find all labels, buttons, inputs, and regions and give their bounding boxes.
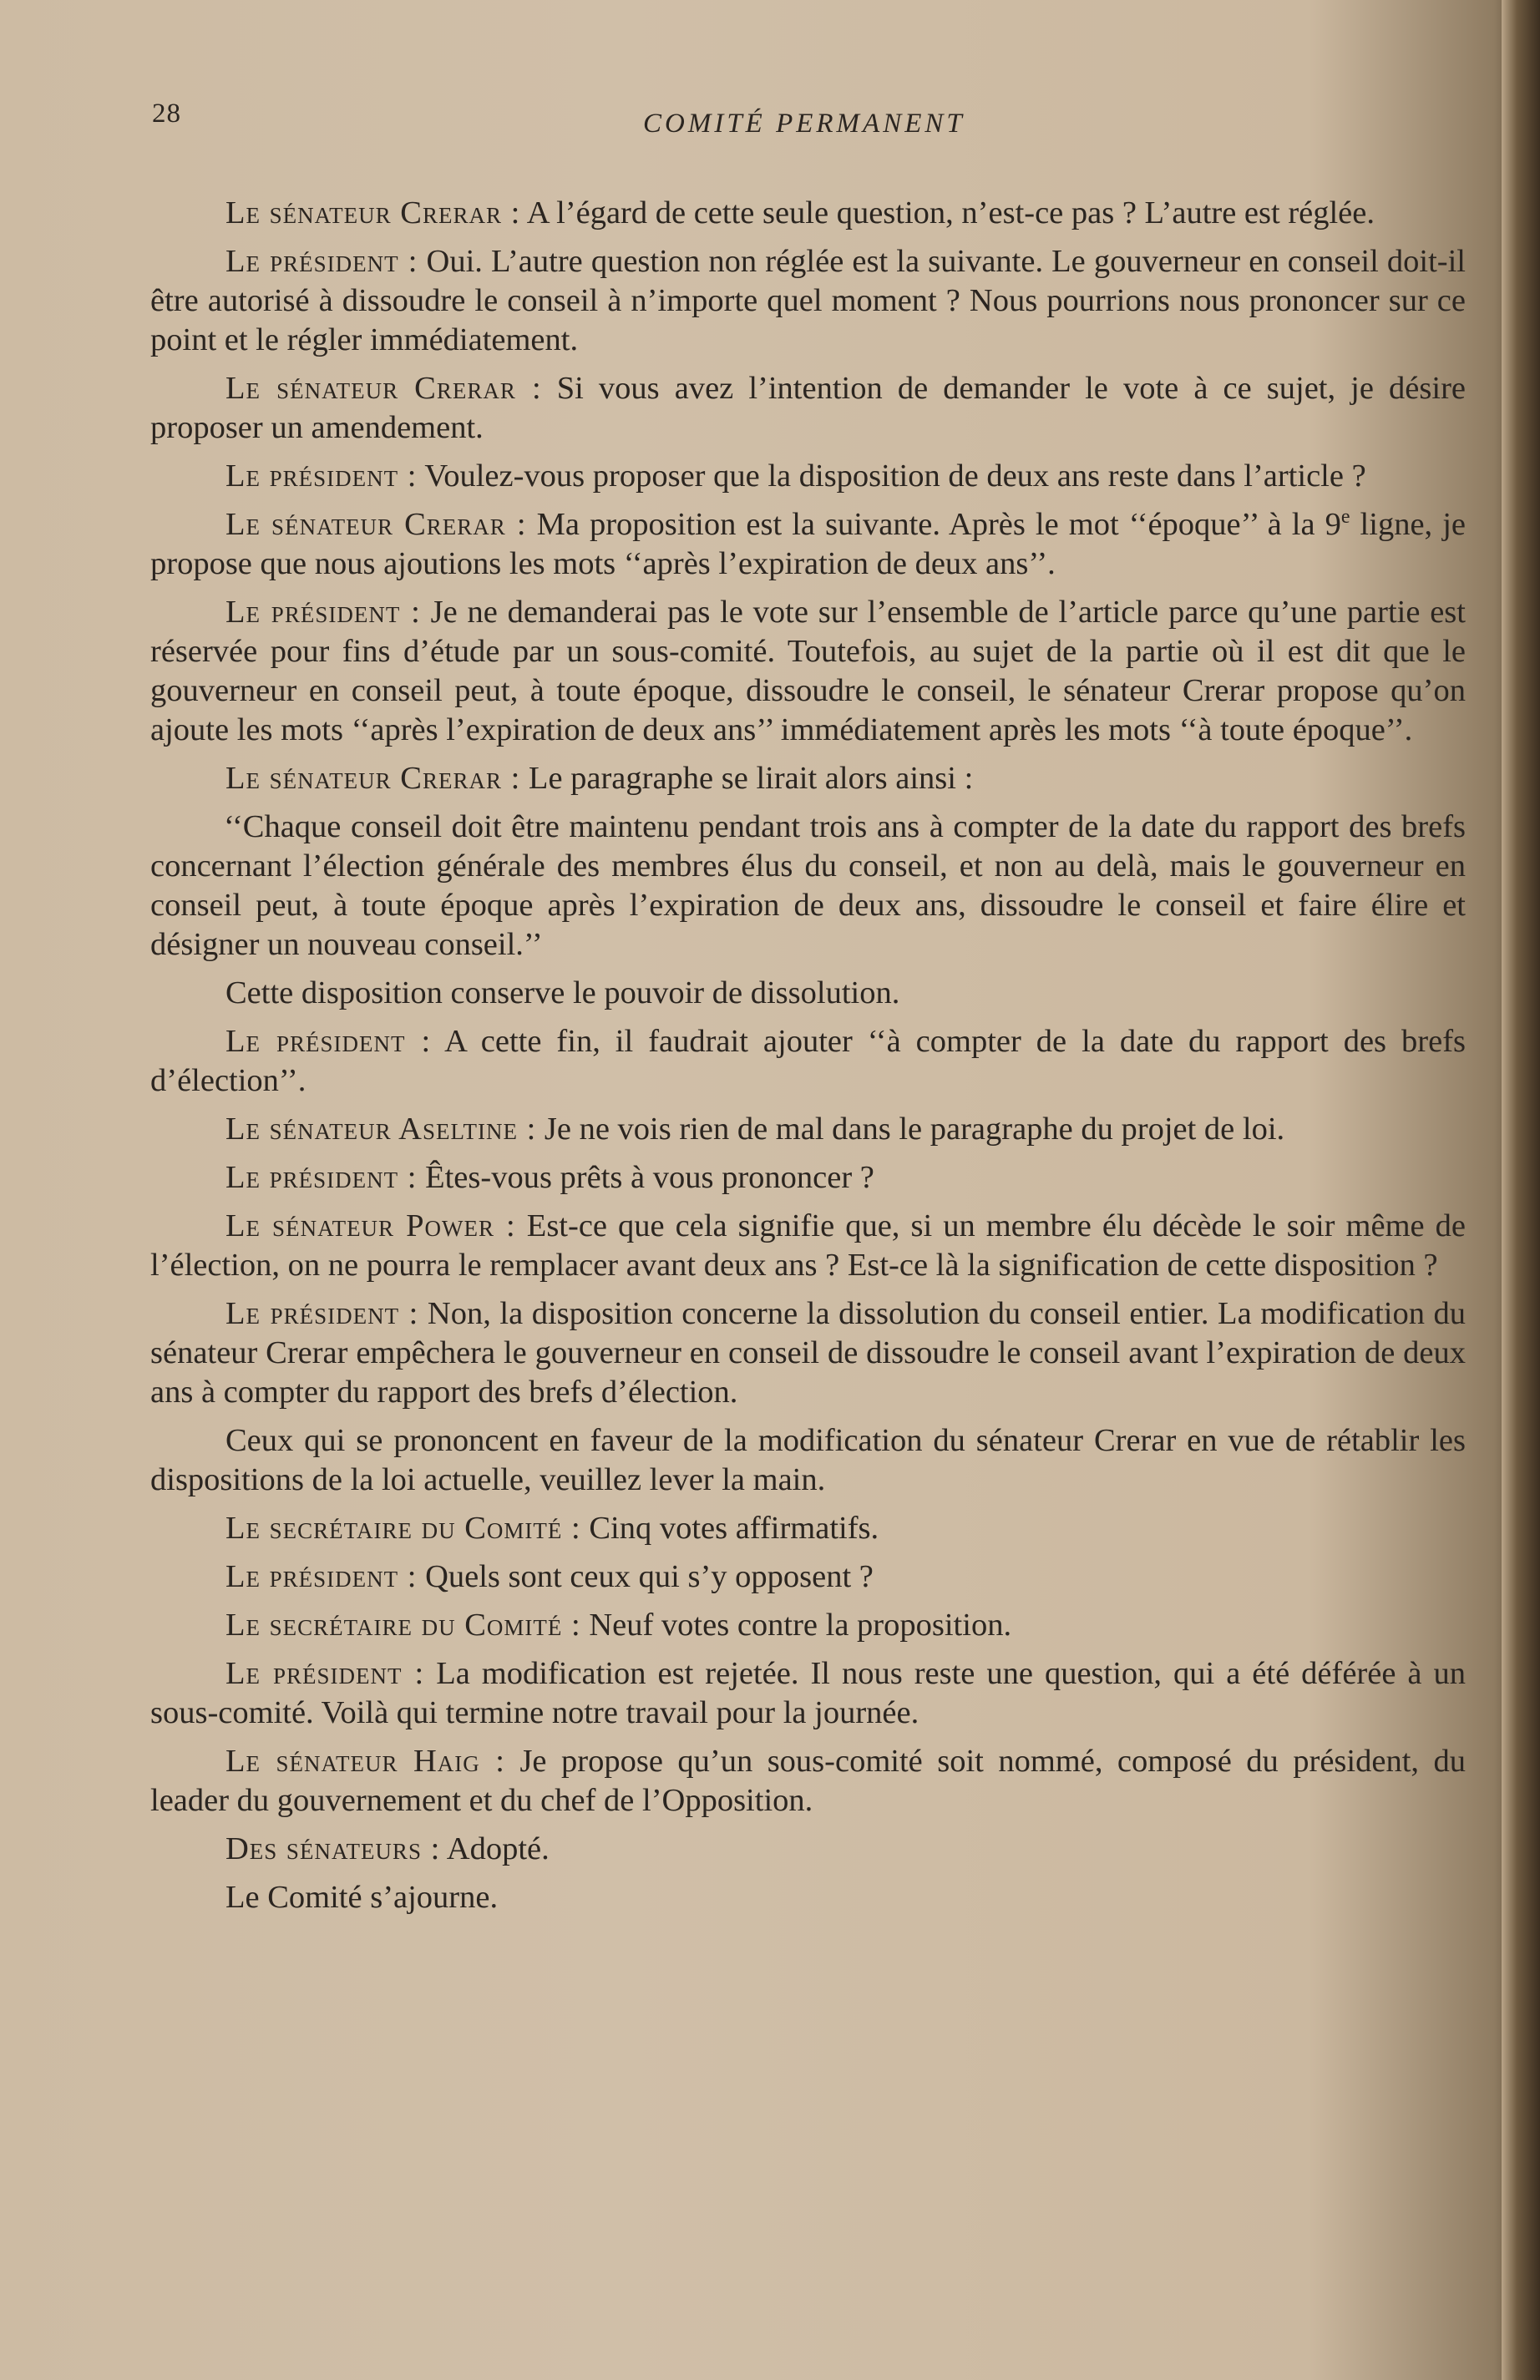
speech-text: Adopté. [440, 1831, 550, 1866]
paragraph-17 [150, 1557, 1466, 1597]
speaker: Le président : [225, 595, 421, 630]
paragraph-7 [150, 759, 1466, 798]
speaker: Le président : [225, 244, 418, 279]
speech-text: A cette fin, il faudrait ajouter ‘‘à compter de la date du rapport des brefs d’élection’’. [150, 1024, 1466, 1098]
quoted-paragraph [150, 808, 1466, 965]
speaker: Le sénateur Crerar : [225, 761, 521, 796]
paragraph-13 [150, 1207, 1466, 1285]
speaker: Le secrétaire du Comité : [225, 1608, 581, 1643]
speaker: Le sénateur Crerar : [225, 195, 521, 230]
paragraph-4 [150, 457, 1466, 496]
speech-text: La modification est rejetée. Il nous reste une question, qui a été déférée à un sous-comité. Voilà qui termine notre travail pour la journée. [150, 1656, 1466, 1730]
speaker: Le sénateur Haig : [225, 1744, 505, 1779]
paragraph-14 [150, 1294, 1466, 1412]
paragraph-6 [150, 593, 1466, 750]
paragraph-20 [150, 1742, 1466, 1820]
paragraph-15 [150, 1421, 1466, 1500]
speech-text: Le Comité s’ajourne. [225, 1880, 499, 1915]
paragraph-16 [150, 1509, 1466, 1548]
quote-text: ‘‘Chaque conseil doit être maintenu pendant trois ans à compter de la date du rapport des brefs concernant l’élection générale des membres élus du conseil, et non au delà, mais le gouverneur en conseil peut, à toute époque après l’expiration de deux ans, dissoudre le conseil et faire élire et désigner un nouveau conseil.’’ [150, 809, 1466, 962]
paragraph-21 [150, 1830, 1466, 1869]
speech-text: Ma proposition est la suivante. Après le mot ‘‘époque’’ à la 9 [526, 507, 1341, 542]
speech-text: Ceux qui se prononcent en faveur de la modification du sénateur Crerar en vue de rétablir les dispositions de la loi actuelle, veuillez lever la main. [150, 1423, 1466, 1497]
paragraph-5 [150, 505, 1466, 584]
speaker: Le secrétaire du Comité : [225, 1511, 581, 1546]
paragraph-19 [150, 1654, 1466, 1733]
speech-text: Le paragraphe se lirait alors ainsi : [520, 761, 974, 796]
speaker: Le sénateur Power : [225, 1208, 516, 1243]
paragraph-10 [150, 1022, 1466, 1101]
running-title: COMITÉ PERMANENT [643, 109, 965, 139]
speaker: Le président : [225, 1656, 425, 1691]
paragraph-12 [150, 1158, 1466, 1198]
book-spine-shadow [1502, 0, 1540, 2380]
speech-text: Est-ce que cela signifie que, si un membre élu décède le soir même de l’élection, on ne pourra le remplacer avant deux ans ? Est-ce là la signification de cette disposition ? [150, 1208, 1466, 1283]
page-number: 28 [152, 99, 181, 129]
paragraph-22 [150, 1878, 1466, 1917]
speech-text: Voulez-vous proposer que la disposition de deux ans reste dans l’article ? [417, 458, 1366, 494]
document-body [150, 194, 1466, 1927]
speech-text: Je ne vois rien de mal dans le paragraphe du projet de loi. [536, 1112, 1285, 1147]
speaker: Le président : [225, 1024, 432, 1059]
paragraph-11 [150, 1110, 1466, 1149]
speaker: Des sénateurs : [225, 1831, 441, 1866]
speech-text: Je ne demanderai pas le vote sur l’ensemble de l’article parce qu’une partie est réservée pour fins d’étude par un sous-comité. Toutefois, au sujet de la partie où il est dit que le gouverneur en conseil peut, à toute époque, dissoudre le conseil, le sénateur Crerar propose qu’on ajoute les mots ‘‘après l’expiration de deux ans’’ immédiatement après les mots ‘‘à toute époque’’. [150, 595, 1466, 747]
paragraph-2 [150, 242, 1466, 360]
speaker: Le sénateur Crerar : [225, 507, 527, 542]
superscript: e [1340, 506, 1350, 529]
speech-text-continued: ligne, je propose que nous ajoutions les mots ‘‘après l’expiration de deux ans’’. [150, 507, 1466, 581]
speech-text: Cinq votes affirmatifs. [580, 1511, 879, 1546]
paragraph-1 [150, 194, 1466, 233]
speech-text: Êtes-vous prêts à vous prononcer ? [417, 1160, 874, 1195]
paragraph-3 [150, 369, 1466, 448]
speaker: Le président : [225, 1559, 418, 1594]
paragraph-18 [150, 1606, 1466, 1645]
speech-text: A l’égard de cette seule question, n’est-ce pas ? L’autre est réglée. [520, 195, 1375, 230]
speaker: Le président : [225, 1296, 419, 1331]
paragraph-9 [150, 974, 1466, 1013]
speech-text: Oui. L’autre question non réglée est la suivante. Le gouverneur en conseil doit-il être autorisé à dissoudre le conseil à n’importe quel moment ? Nous pourrions nous prononcer sur ce point et le régler immédiatement. [150, 244, 1466, 357]
speech-text: Si vous avez l’intention de demander le vote à ce sujet, je désire proposer un amendement. [150, 371, 1466, 445]
speaker: Le président : [225, 458, 418, 494]
speech-text: Je propose qu’un sous-comité soit nommé, composé du président, du leader du gouvernement et du chef de l’Opposition. [150, 1744, 1466, 1818]
speech-text: Neuf votes contre la proposition. [580, 1608, 1012, 1643]
speaker: Le sénateur Aseltine : [225, 1112, 537, 1147]
speaker: Le sénateur Crerar : [225, 371, 542, 406]
speaker: Le président : [225, 1160, 418, 1195]
page-header [0, 99, 1540, 149]
speech-text: Cette disposition conserve le pouvoir de dissolution. [225, 975, 900, 1010]
speech-text: Quels sont ceux qui s’y opposent ? [417, 1559, 874, 1594]
speech-text: Non, la disposition concerne la dissolution du conseil entier. La modification du sénateur Crerar empêchera le gouverneur en conseil de dissoudre le conseil avant l’expiration de deux ans à compter du rapport des brefs d’élection. [150, 1296, 1467, 1410]
